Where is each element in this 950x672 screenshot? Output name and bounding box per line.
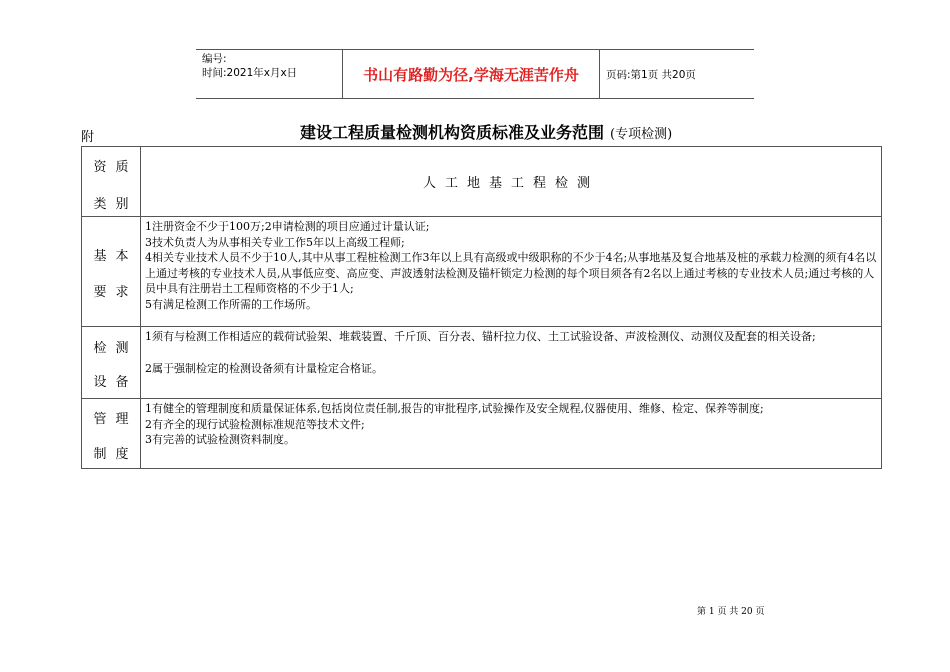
page-header [196,49,754,99]
header-page-number: 页码:第1页 共20页 [606,68,696,81]
list-item: 2属于强制检定的检测设备须有计量检定合格证。 [145,361,383,375]
annex-label: 附 [81,130,95,145]
table-row-management [82,399,882,469]
row-label-basic-requirements: 基 本 要 求 [82,217,141,327]
row-label-management: 管 理 制 度 [82,399,141,469]
table-row-qualification-type [82,147,882,217]
list-item: 1有健全的管理制度和质量保证体系,包括岗位责任制,报告的审批程序,试验操作及安全规程,仪器使用、维修、检定、保养等制度; [145,402,764,415]
list-item: 5有满足检测工作所需的工作场所。 [145,297,317,311]
page-footer: 第 1 页 共 20 页 [697,607,765,617]
qualification-type-value: 人工地基工程检测 [141,147,882,217]
table-row-basic-requirements [82,217,882,327]
list-item: 3有完善的试验检测资料制度。 [145,433,295,447]
header-motto: 书山有路勤为径,学海无涯苦作舟 [342,50,600,98]
document-number-label: 编号: [202,53,227,65]
equipment-content [141,327,882,399]
row-label-qualification-type: 资 质 类 别 [82,147,141,217]
document-time-label: 时间:2021年x月x日 [202,67,298,79]
list-item: 3技术负责人为从事相关专业工作5年以上高级工程师; [145,235,405,249]
management-content [141,399,882,469]
list-item: 1注册资金不少于100万;2申请检测的项目应通过计量认证; [145,220,430,233]
header-meta [196,50,341,98]
document-subtitle: (专项检测) [610,127,673,142]
qualification-table [81,146,882,469]
list-item: 1须有与检测工作相适应的载荷试验架、堆载装置、千斤顶、百分表、锚杆拉力仪、土工试验设备、声波检测仪、动测仪及配套的相关设备; [145,330,816,343]
basic-requirements-content [141,217,882,327]
table-row-equipment [82,327,882,399]
document-title-main: 建设工程质量检测机构资质标准及业务范围 [300,123,605,142]
document-title [300,120,672,143]
row-label-equipment: 检 测 设 备 [82,327,141,399]
list-item: 2有齐全的现行试验检测标准规范等技术文件; [145,417,365,431]
list-item: 4相关专业技术人员不少于10人,其中从事工程桩检测工作3年以上具有高级或中级职称的不少于4名;从事地基及复合地基及桩的承载力检测的须有4名以上通过考核的专业技术人员,从事低应变、高应变、声波透射法检测及锚杆锁定力检测的每个项目须各有2名以上通过考核的专业技术人员;通过考核的人员中具有注册岩土工程师资格的不少于1人; [145,251,877,296]
